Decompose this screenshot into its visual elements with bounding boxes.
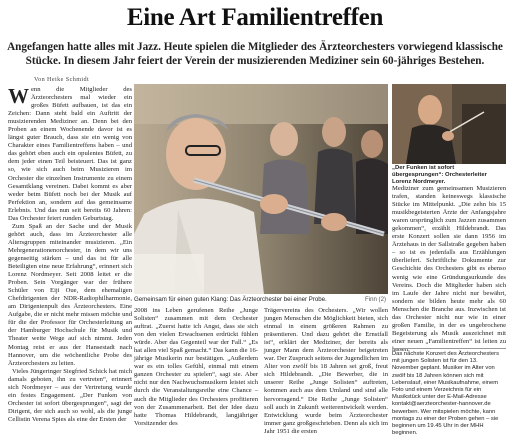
orchestra-photo-image bbox=[134, 84, 388, 294]
drop-cap: W bbox=[8, 84, 29, 108]
article-column-4: Mediziner zum gemeinsamen Musizieren trafen, standen keineswegs klassische Stücke im Mittelpunkt. „Die zehn bis 15 musikbegeisterten Ärzte der Anfangsjahre waren ursprünglich zum Jazzen zusammen gekommen“, erzählt Hildebrandt. Das erste Konzert sollen sie dann 1956 im Ärztehaus in der Sallstraße gegeben haben – so ist es jedenfalls aus Erzählungen überliefert. Schriftliche Dokumente zur Geschichte des Orchesters gibt es ebenso wenig wie eine Gründungsurkunde des Vereins. Doch die Mitglieder haben sich im Laufe der Jahre nicht nur bewährt, sondern sie bilden heute mehr als 60 Menschen die Branche aus. Inzwischen ist das Orchester nicht nur wie in einer großen Familie, in der es ungebrochene Begeisterung als Musik auszeichnet mit einer neuen „Familientreffen“ ist leiten zu lassen. bbox=[392, 185, 506, 353]
headline: Eine Art Familientreffen bbox=[126, 4, 384, 31]
conductor-photo-caption: „Der Funken ist sofort übergesprungen“: Orchesterleiter Lorenz Nordmeyer. bbox=[392, 165, 487, 185]
article-column-2: 2008 ins Leben gerufenen Reihe „Junge Solisten“ zusammen mit dem Orchester auftrat. „Zuerst hatte ich Angst, dass sie sich von den vielen Erwachsenen erdrückt fühlen würde. Aber das Gegenteil war der Fall.“ „Es hat allen viel Spaß gemacht.“ Das kann die 16-jährige Musikerin nur bestätigen. „Außerdem war es ein tolles Gefühl, einmal mit einem ganzen Orchester zu spielen“, sagt sie. Aber nicht nur den Nachwuchsmusikern leistet sich durch die Veranstaltungsreihe eine Chance – auch die Mitglieder des Orchesters profitieren von der Zusammenarbeit. Bei der Idee dazu hatte Thomas Hildebrandt, langjähriger Vorsitzender des bbox=[134, 307, 258, 427]
orchestra-photo bbox=[134, 84, 388, 294]
deck: Angefangen hatte alles mit Jazz. Heute spielen die Mitglieder des Ärzteorchesters vorwiegend klassische Stücke. In diesem Jahr feiert der Verein der musizierenden Mediziner sein 60-jähriges Bestehen. bbox=[7, 41, 503, 67]
article-column-1 bbox=[8, 84, 132, 423]
concert-info-box: Das nächste Konzert des Ärzteorchesters mit jungen Solisten ist für den 13. November geplant. Musiker im Alter von zwölf bis 18 Jahren können sich mit Lebenslauf, einer Musikaufnahme, einem Foto und einem Verzeichnis für ein Musikstück unter der E-Mail-Adresse kontakt@aerzteorchester-hannover.de bewerben. Wer mitspielen möchte, kann montags zu einer der Proben gehen – sie beginnen um 19.45 Uhr in der MHH beginnen. bbox=[392, 348, 506, 410]
conductor-photo bbox=[392, 84, 506, 164]
paragraph-3: Vieles Jüngeringer Siegfried Schick hat mich damals geboten, ihn zu vertreten“, erinnert sich Nordmeyer – aus der Vertretung wurde ein festes Engagement. „Der Funken von Orchester ist sofort übergesprungen“, sagt der Dirigent, der sich auch so wohl, als die junge Cellistin Verena Spies als eine der Ersten der bbox=[8, 367, 132, 423]
byline: Von Heike Schmidt bbox=[34, 76, 90, 83]
photo-credit: Finn (2) bbox=[365, 296, 386, 303]
paragraph-1: Wenn die Mitglieder des Ärzteorchesters mal wieder ein großes Büfett aufbauen, ist das ein Zeichen: Dann steht bald ein Auftritt der musizierenden Mediziner an. Denn bei den Proben an einem Wochenende davor ist es längst guter Brauch, dass sie ein wenig von Charakter eines Familientreffens haben – und das gehört eben auch ein opulentes Büfett, zu dem jeder einen Teil beisteuert. Das ist ganz so, wie sich auch beim Musizieren im Orchester die einzelnen Instrumente zu einem Gesamtklang vereinen. Dabei kommt es aber weder beim Büfett noch bei der Musik auf Perfektion an, sondern auf das gemeinsame Erlebnis. Und das nun seit bereits 60 Jahren: Das Orchester feiert runden Geburtstag. bbox=[8, 84, 132, 222]
article-column-3: Trägervereins des Orchesters. „Wir wollen jungen Menschen die Möglichkeit bieten, sich einmal in einem größeren Rahmen zu präsentieren. Und dazu gehört die Ernstfall ist“, erklärt der Mediziner, der bereits als junger Mann dem Ärzteorchester beigetreten war. Der Zuspruch seitens der Jugendlichen im Alter von zwölf bis 18 Jahren sei groß, freut sich Hildebrandt. „Die Bewerber, die in unserer Reihe „Junge Solisten“ auftreten, kommen auch aus dem Umland und sind alle hervorragend.“ Die Reihe „Junge Solisten“ soll auch in Zukunft weiterentwickelt werden. Entwicklung wurde beim Ärzteorchester immer ganz großgeschrieben. Denn als sich im Jahr 1951 die ersten bbox=[264, 307, 388, 435]
orchestra-photo-caption: Gemeinsam für einen guten Klang: Das Ärzteorchester bei einer Probe. Finn (2) bbox=[134, 296, 386, 303]
conductor-photo-image bbox=[392, 84, 506, 164]
paragraph-2: Zum Spaß an der Sache und der Musik gehört auch, dass im Ärzteorchester alle Altersgruppen miteinander musizieren. „Ein Mehrgenerationenorchester, in dem wir uns gegenseitig stärken – und das ist für alle Beteiligten eine neue Erfahrung“, erinnert sich Lorenz Nordmeyer. Seit 2008 leitet er die Proben. Sein Vorgänger war der frühere Schüler von Eiji Oue, dem ehemaligen Chefdirigenten der NDR-Radiophilharmonie, am Dirigentenpult des Ärzteorchesters. Eine Aufgabe, die er nicht mehr missen möchte und für die der Professor für Orchesterleitung an der Hamburger Hochschule für Musik und Theater weite Wege auf sich nimmt. Jeden Montag reist er aus der Hansestadt nach Hannover, um die wöchentliche Probe des Ärzteorchesters zu leiten. bbox=[8, 222, 132, 367]
